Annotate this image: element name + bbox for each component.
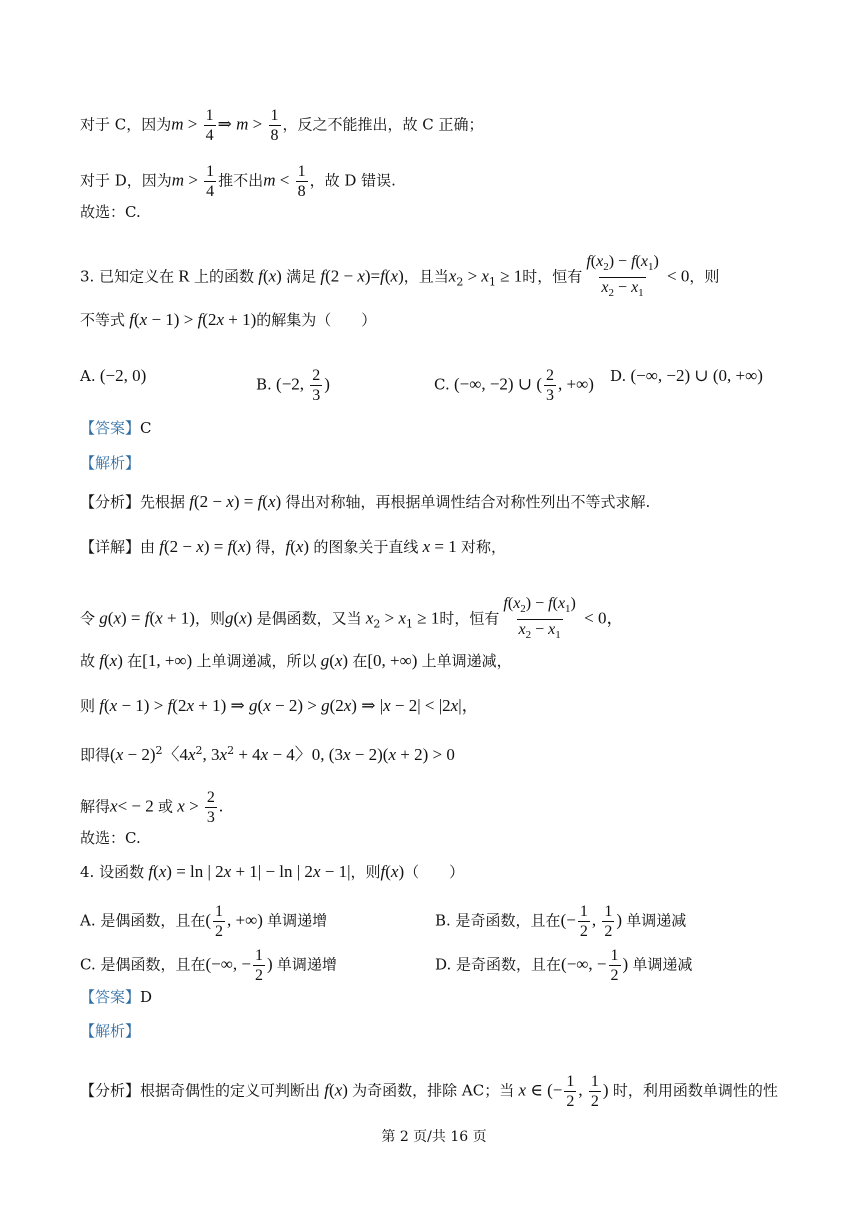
q4-option-c[interactable]: C. 是偶函数，且在(−∞, − $\frac{1}{2}$ ) 单调递增 <box>80 947 337 984</box>
jiexi-4: 【解析】 <box>80 1022 141 1040</box>
option-c[interactable]: C. (−∞, −2) ∪ ( $\frac{2}{3}$ , +∞) <box>434 367 594 404</box>
option-b[interactable]: B. (−2, $\frac{2}{3}$ ) <box>256 367 330 404</box>
line-c-analysis: 对于 C，因为m > $\frac{1}{4}$ ⇒ m > $\frac{1}{8}$ ，反之不能推出，故 C 正确； <box>80 107 484 144</box>
q4-option-b[interactable]: B. 是奇函数，且在(− $\frac{1}{2}$ , $\frac{1}{2}$ ) 单调递减 <box>435 903 687 940</box>
q4-option-a[interactable]: A. 是偶函数，且在( $\frac{1}{2}$ , +∞) 单调递增 <box>80 903 328 940</box>
xiangjie-3-gu: 故 f(x) 在[1, +∞) 上单调递减，所以 g(x) 在[0, +∞) 上单调递减， <box>80 651 512 670</box>
xiangjie-3: 【详解】由 f(2 − x) = f(x) 得，f(x) 的图象关于直线 x = 1 对称， <box>80 537 506 556</box>
q4-option-d[interactable]: D. 是奇函数，且在(−∞, − $\frac{1}{2}$ ) 单调递减 <box>435 947 693 984</box>
page-footer: 第 2 页/共 16 页 <box>381 1129 487 1145</box>
fenxi-3: 【分析】先根据 f(2 − x) = f(x) 得出对称轴，再根据单调性结合对称性列出不等式求解. <box>80 492 651 511</box>
xiangjie-3-ze: 则 f(x − 1) > f(2x + 1) ⇒ g(x − 2) > g(2x) ⇒ |x − 2| < |2x|， <box>80 696 479 715</box>
line-d-analysis: 对于 D，因为m > $\frac{1}{4}$ 推不出m < $\frac{1}{8}$ ，故 D 错误. <box>80 163 396 200</box>
jiexi-3: 【解析】 <box>80 454 141 472</box>
answer-4: 【答案】D <box>80 988 153 1006</box>
question-3-inequality: 不等式 f(x − 1) > f(2x + 1)的解集为（ ） <box>80 310 377 329</box>
question-3-stem: 3. 已知定义在 R 上的函数 f(x) 满足 f(2 − x)=f(x)，且当$x_2 > x_1 \ge 1$时，恒有 $\frac{f(x_2) - f(x_1)}{x_2 - x_1}$ < 0，则 <box>80 252 719 303</box>
option-d[interactable]: D. (−∞, −2) ∪ (0, +∞) <box>610 366 763 385</box>
question-4-stem: 4. 设函数 f(x) = ln | 2x + 1| − ln | 2x − 1|，则f(x)（ ） <box>80 862 465 881</box>
xiangjie-3-jide: 即得$(x - 2)^2$〈$4x^2$, $3x^2 + 4x - 4$〉0, (3x − 2)(x + 2) > 0 <box>80 744 455 764</box>
choose-line-2: 故选：C. <box>80 829 141 847</box>
fenxi-4: 【分析】根据奇偶性的定义可判断出 f(x) 为奇函数，排除 AC；当 x ∈ (− $\frac{1}{2}$ , $\frac{1}{2}$ ) 时，利用函数单调性的性 <box>80 1073 778 1110</box>
choose-line-1: 故选：C. <box>80 203 141 221</box>
answer-3: 【答案】C <box>80 419 152 437</box>
xiangjie-3-ling: 令 g(x) = f(x + 1)，则g(x) 是偶函数，又当 $x_2 > x_1 \ge 1$时，恒有 $\frac{f(x_2) - f(x_1)}{x_2 - x_1}$ < 0， <box>80 594 623 645</box>
xiangjie-3-jiede: 解得x< − 2 或 x > $\frac{2}{3}$ . <box>80 789 224 826</box>
option-a[interactable]: A. (−2, 0) <box>80 366 147 385</box>
